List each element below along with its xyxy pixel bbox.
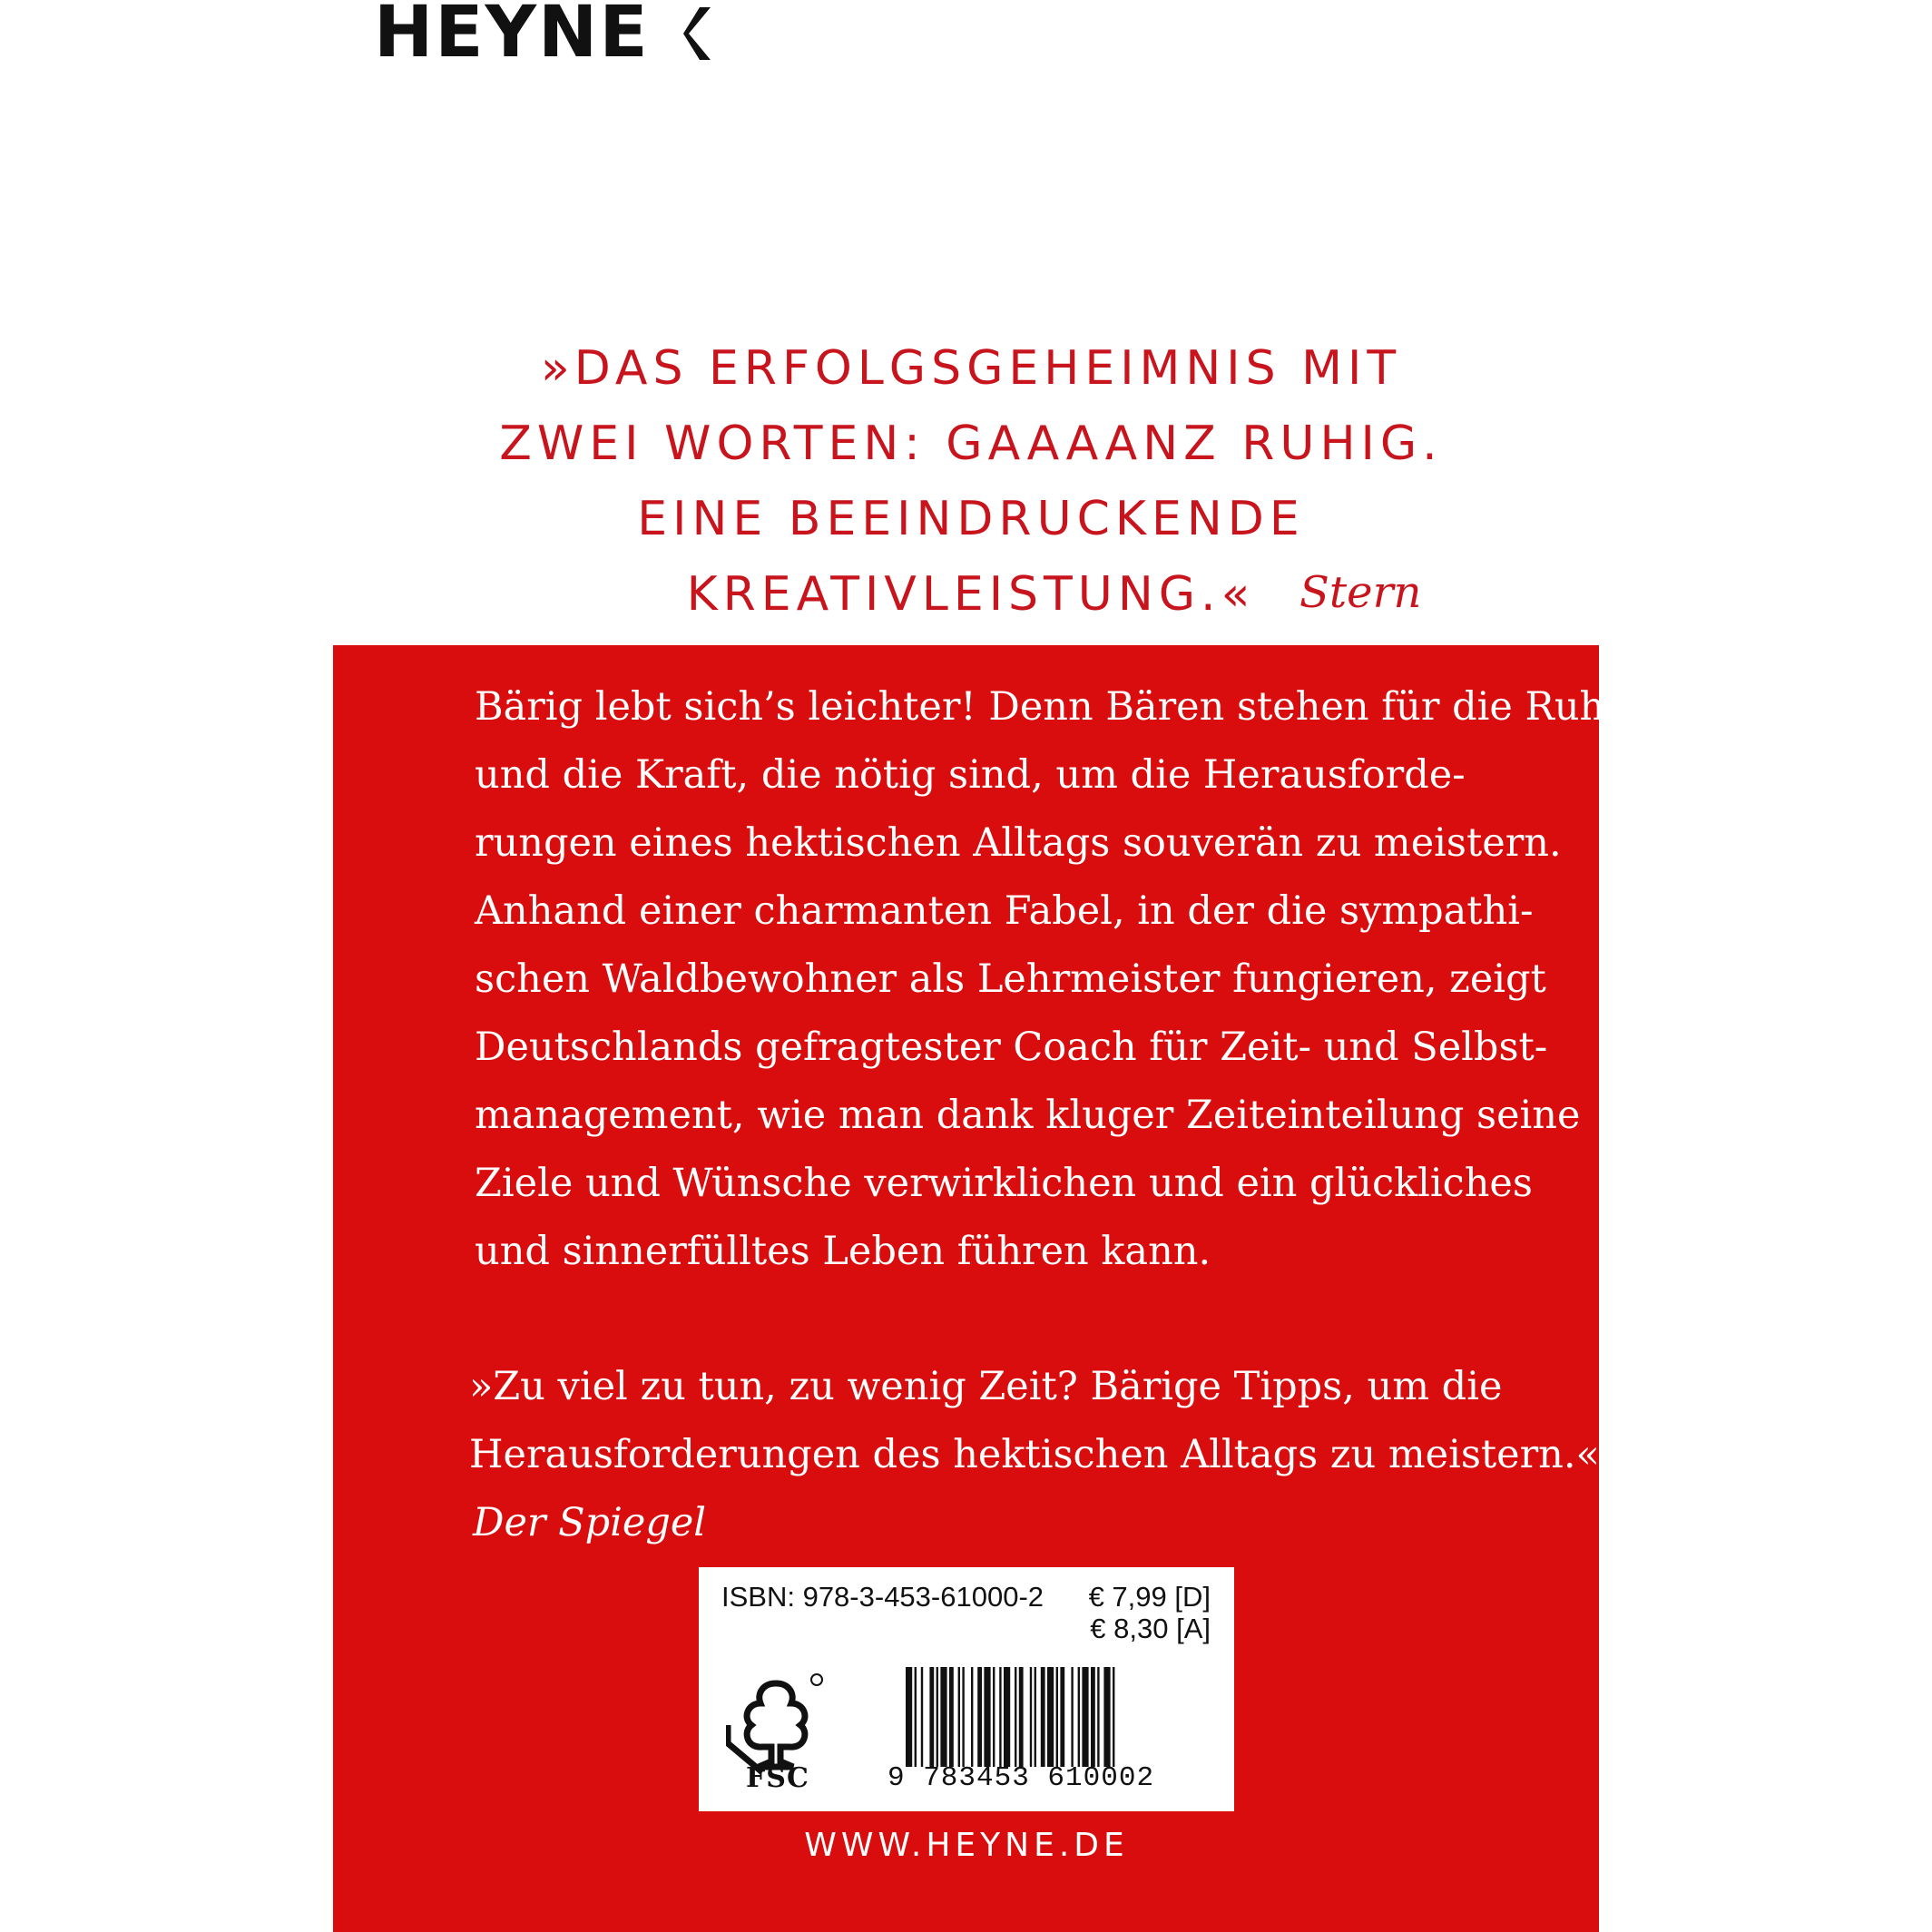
- barcode-bar: [1035, 1667, 1036, 1767]
- barcode-bar: [1103, 1667, 1110, 1767]
- barcode-bar: [1030, 1667, 1032, 1767]
- barcode-bar: [1082, 1667, 1088, 1767]
- barcode-bar: [1113, 1667, 1114, 1767]
- barcode-bar: [971, 1667, 973, 1767]
- barcode-bar: [1097, 1667, 1099, 1767]
- website-url: WWW.HEYNE.DE: [804, 1827, 1129, 1864]
- review-quote: [469, 1353, 1600, 1557]
- blurb-line: schen Waldbewohner als Lehrmeister fungieren, zeigt: [475, 956, 1546, 1002]
- review-source: Der Spiegel: [473, 1500, 707, 1545]
- blurb-line: und die Kraft, die nötig sind, um die Herausforde-: [475, 752, 1466, 798]
- top-quote-line: ZWEI WORTEN: GAAAANZ RUHIG.: [499, 417, 1443, 471]
- isbn-text: ISBN: 978-3-453-61000-2: [721, 1581, 1044, 1613]
- barcode-bar: [958, 1667, 960, 1767]
- blurb-line: management, wie man dank kluger Zeiteinteilung seine: [475, 1093, 1581, 1138]
- barcode-bar: [1019, 1667, 1024, 1767]
- top-quote-line: EINE BEEINDRUCKENDE: [637, 492, 1305, 546]
- blurb-line: Ziele und Wünsche verwirklichen und ein glückliches: [475, 1161, 1533, 1206]
- barcode-bar: [1060, 1667, 1064, 1767]
- review-line: »Zu viel zu tun, zu wenig Zeit? Bärige Tipps, um die: [469, 1364, 1503, 1409]
- blurb-line: rungen eines hektischen Alltags souverän zu meistern.: [475, 820, 1562, 866]
- heyne-chevron-icon: [683, 5, 714, 62]
- barcode-bar: [921, 1667, 923, 1767]
- blurb-text: [475, 673, 1628, 1286]
- barcode-bar: [906, 1667, 912, 1767]
- top-quote-line: KREATIVLEISTUNG.«: [686, 567, 1256, 622]
- barcode-digits: 9 783453 610002: [888, 1762, 1155, 1794]
- isbn-label: [699, 1567, 1234, 1811]
- barcode-bar: [940, 1667, 946, 1767]
- barcode-bar: [962, 1667, 964, 1767]
- barcode-bar: [993, 1667, 995, 1767]
- barcode-bar: [1015, 1667, 1016, 1767]
- top-quote-source: Stern: [1299, 567, 1422, 618]
- barcode-bar: [1078, 1667, 1080, 1767]
- barcode-bar: [1071, 1667, 1073, 1767]
- fsc-label: FSC: [746, 1762, 809, 1794]
- barcode-bar: [984, 1667, 990, 1767]
- barcode-bar: [977, 1667, 982, 1767]
- barcode-bar: [1056, 1667, 1058, 1767]
- blurb-line: Anhand einer charmanten Fabel, in der die sympathi-: [475, 888, 1534, 934]
- barcode-bar: [949, 1667, 954, 1767]
- barcode-bar: [929, 1667, 934, 1767]
- barcode-bar: [937, 1667, 938, 1767]
- blurb-line: Deutschlands gefragtester Coach für Zeit- und Selbst-: [475, 1025, 1548, 1070]
- review-line: Herausforderungen des hektischen Alltags zu meistern.«: [469, 1432, 1600, 1477]
- price-austria: € 8,30 [A]: [1090, 1613, 1211, 1644]
- barcode-bar: [1091, 1667, 1095, 1767]
- blurb-line: und sinnerfülltes Leben führen kann.: [475, 1229, 1211, 1274]
- barcode-bar: [1004, 1667, 1010, 1767]
- barcode: [906, 1667, 1214, 1767]
- publisher-logo-text: HEYNE: [374, 0, 650, 65]
- top-quote-line: »DAS ERFOLGSGEHEIMNIS MIT: [540, 341, 1402, 396]
- barcode-bar: [1047, 1667, 1054, 1767]
- barcode-bar: [915, 1667, 917, 1767]
- price-germany: € 7,99 [D]: [1088, 1581, 1211, 1613]
- blurb-line: Bärig lebt sich’s leichter! Denn Bären stehen für die Ruhe: [475, 684, 1628, 730]
- publisher-logo: [374, 0, 714, 65]
- barcode-bar: [999, 1667, 1001, 1767]
- barcode-bar: [1041, 1667, 1045, 1767]
